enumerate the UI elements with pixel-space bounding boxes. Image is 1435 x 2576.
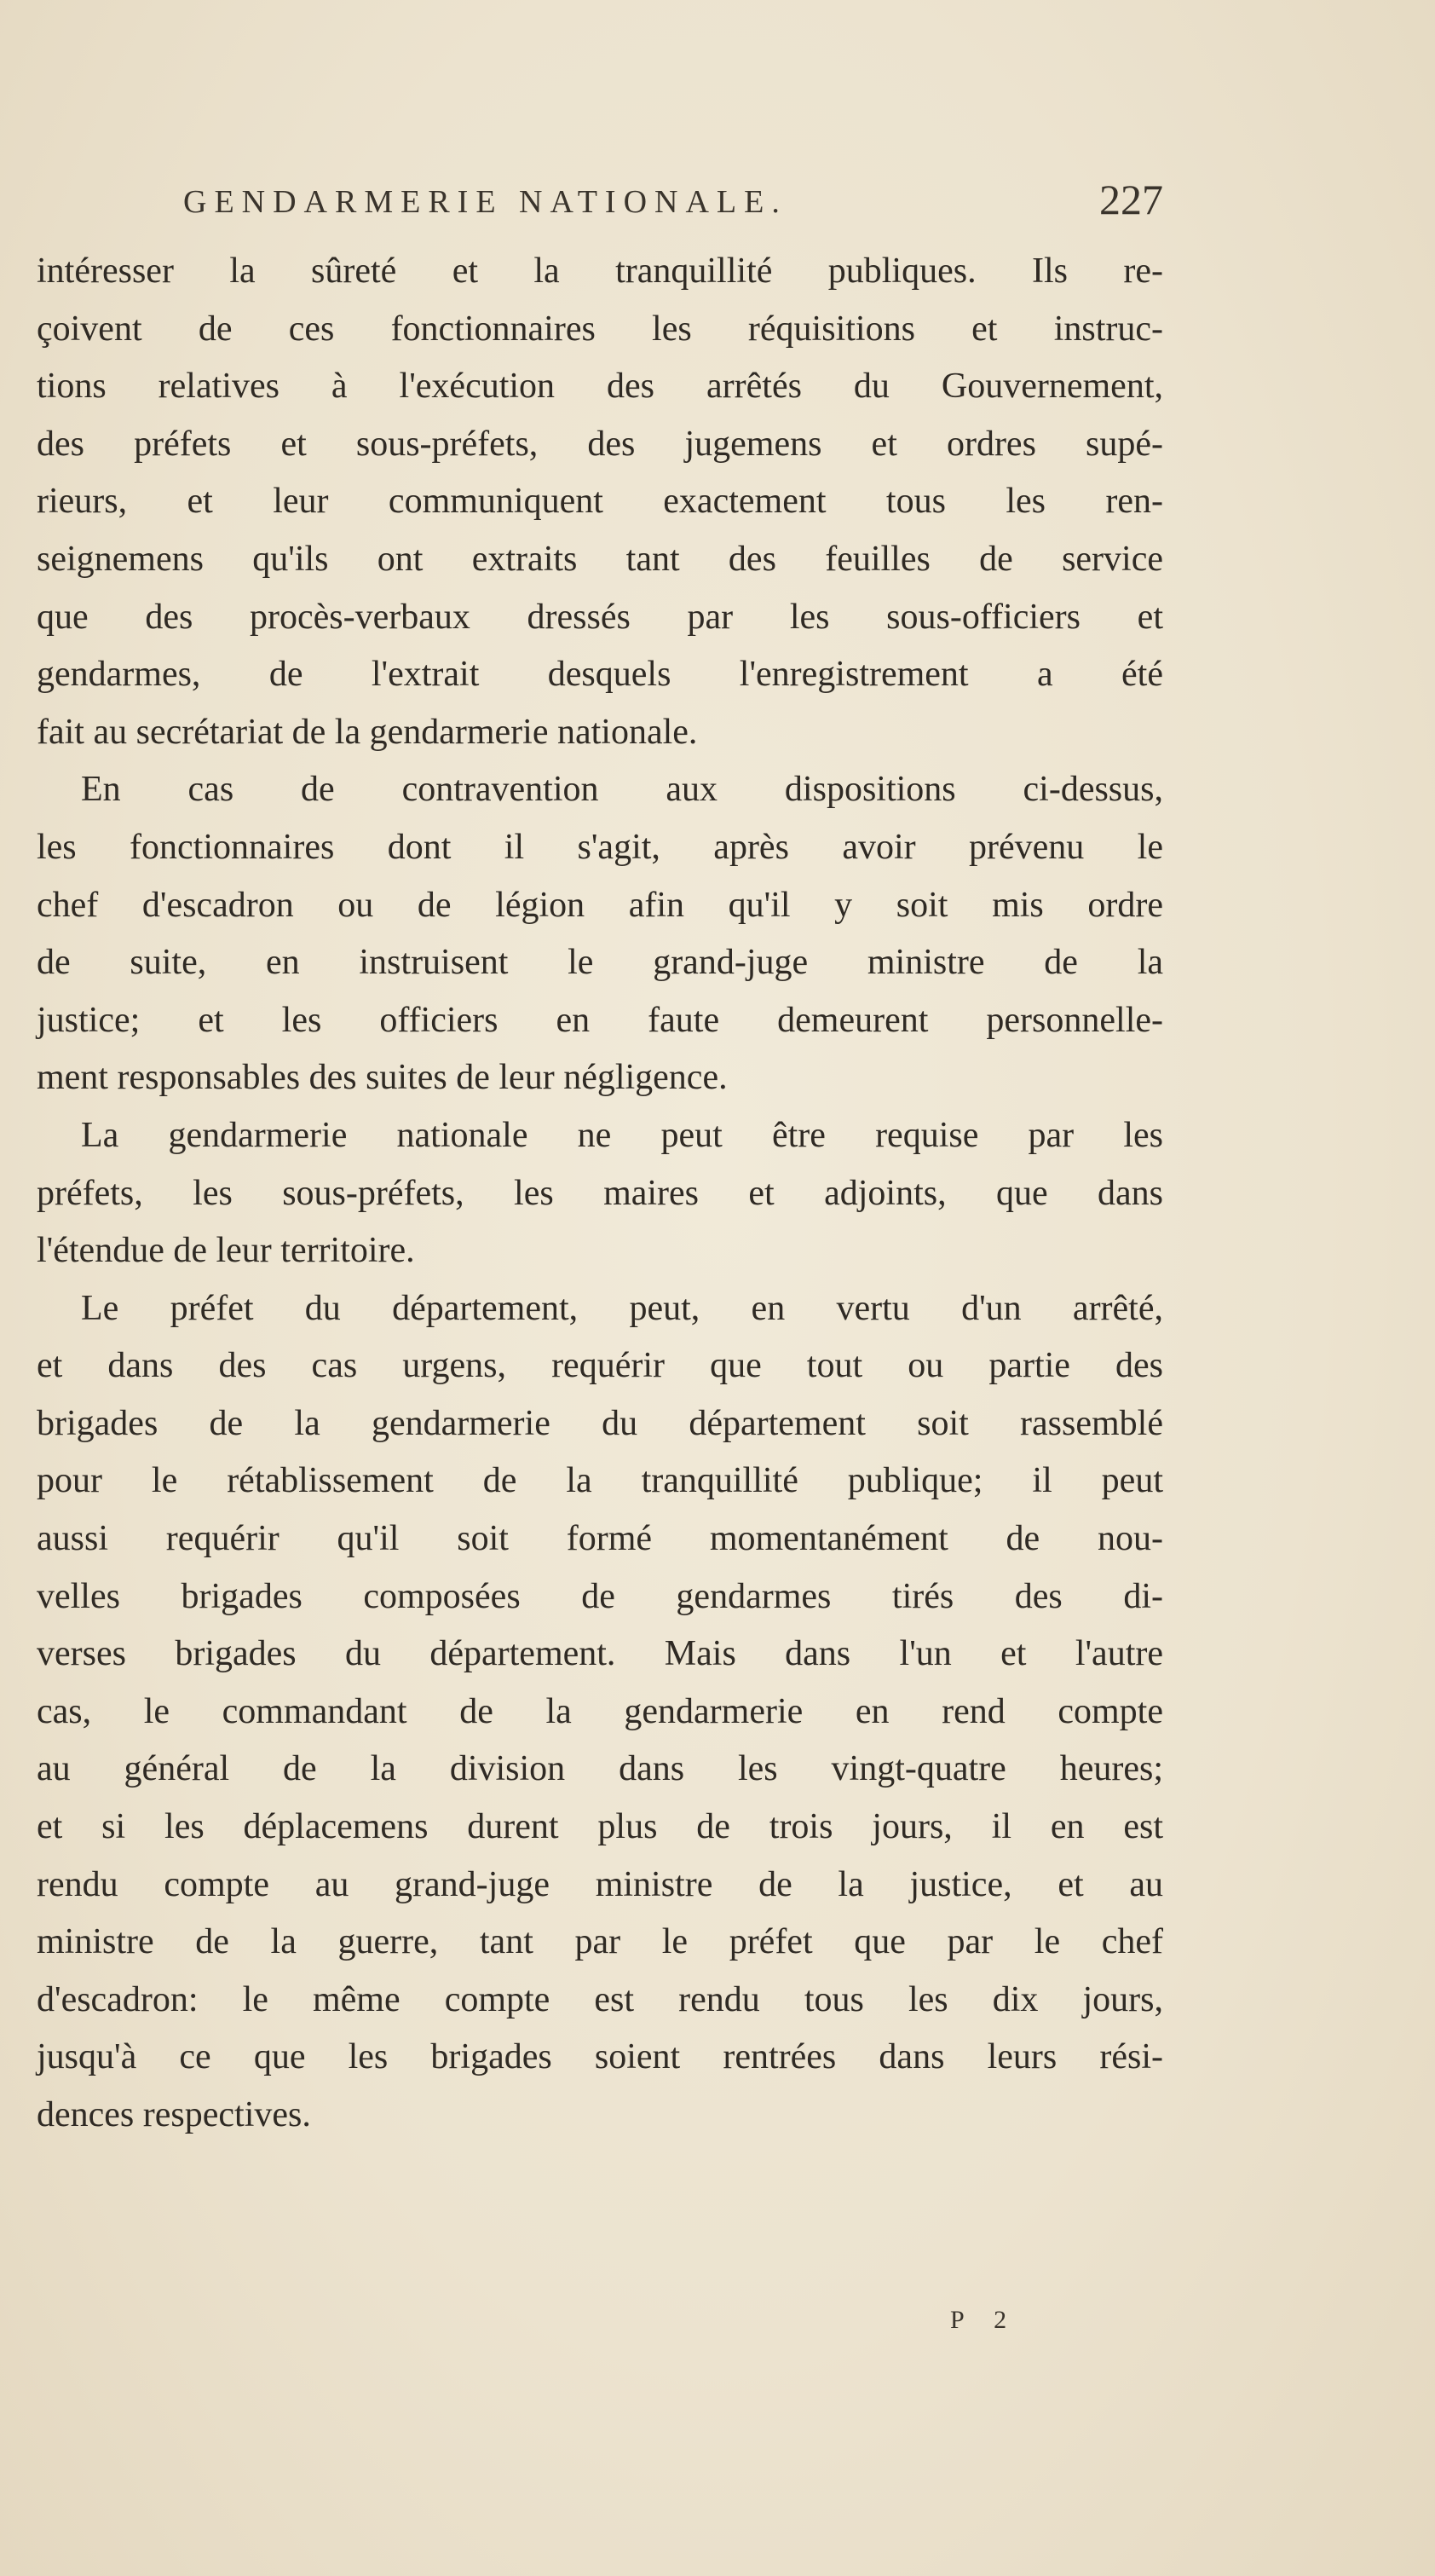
text-line: intéresser la sûreté et la tranquillité publiques. Ils re- [37,251,1163,291]
running-title: GENDARMERIE NATIONALE. [183,184,787,220]
text-line: brigades de la gendarmerie du département soit rassemblé [37,1403,1163,1443]
body-text [37,243,1163,2145]
text-line: aussi requérir qu'il soit formé momentanément de nou- [37,1519,1163,1559]
text-line: de suite, en instruisent le grand-juge ministre de la [37,943,1163,983]
text-line: au général de la division dans les vingt-quatre heures; [37,1749,1163,1789]
text-line: justice; et les officiers en faute demeurent personnelle- [37,1000,1163,1040]
text-line: çoivent de ces fonctionnaires les réquisitions et instruc- [37,309,1163,349]
text-line: les fonctionnaires dont il s'agit, après avoir prévenu le [37,827,1163,867]
text-line: pour le rétablissement de la tranquillité publique; il peut [37,1461,1163,1501]
text-line: rieurs, et leur communiquent exactement tous les ren- [37,482,1163,522]
text-line: dences respectives. [37,2095,311,2134]
text-line: ment responsables des suites de leur négligence. [37,1058,728,1098]
text-line: verses brigades du département. Mais dans l'un et l'autre [37,1634,1163,1674]
running-head [183,175,1163,234]
text-line: velles brigades composées de gendarmes tirés des di- [37,1576,1163,1616]
text-line: et dans des cas urgens, requérir que tout ou partie des [37,1346,1163,1386]
text-line: des préfets et sous-préfets, des jugemens et ordres supé- [37,424,1163,464]
text-line: cas, le commandant de la gendarmerie en rend compte [37,1691,1163,1731]
paragraph-start-line: La gendarmerie nationale ne peut être requise par les [81,1115,1163,1155]
paragraph-start-line: En cas de contravention aux dispositions ci-dessus, [81,770,1163,810]
paragraph-start-line: Le préfet du département, peut, en vertu d'un arrêté, [81,1288,1163,1328]
text-line: préfets, les sous-préfets, les maires et adjoints, que dans [37,1173,1163,1213]
text-line: ministre de la guerre, tant par le préfet que par le chef [37,1922,1163,1962]
text-line: l'étendue de leur territoire. [37,1231,415,1271]
text-line: tions relatives à l'exécution des arrêtés du Gouvernement, [37,367,1163,407]
text-line: rendu compte au grand-juge ministre de la justice, et au [37,1864,1163,1904]
text-line: fait au secrétariat de la gendarmerie nationale. [37,712,698,752]
text-line: chef d'escadron ou de légion afin qu'il y soit mis ordre [37,885,1163,925]
text-line: que des procès-verbaux dressés par les sous-officiers et [37,597,1163,637]
signature-mark: P 2 [950,2306,1019,2334]
text-line: d'escadron: le même compte est rendu tous les dix jours, [37,1979,1163,2019]
page-number: 227 [1099,176,1163,223]
text-line: jusqu'à ce que les brigades soient rentrées dans leurs rési- [37,2037,1163,2077]
text-line: gendarmes, de l'extrait desquels l'enregistrement a été [37,655,1163,695]
text-line: seignemens qu'ils ont extraits tant des feuilles de service [37,539,1163,579]
text-line: et si les déplacemens durent plus de trois jours, il en est [37,1807,1163,1847]
